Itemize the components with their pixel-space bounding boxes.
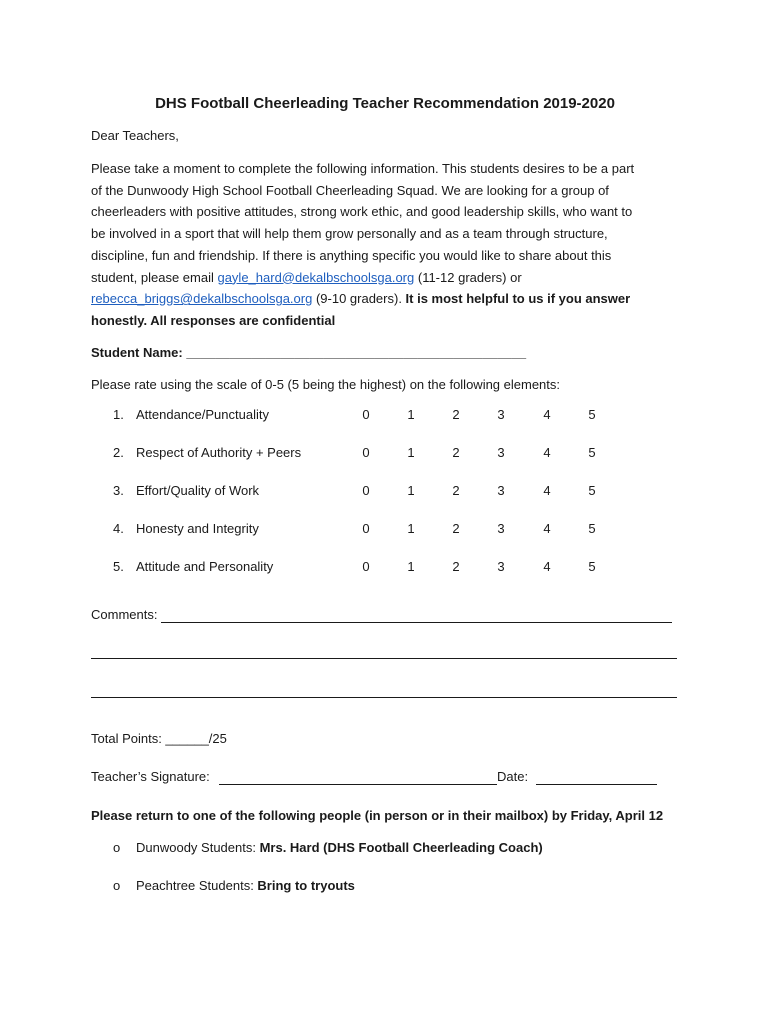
criterion-label: Attendance/Punctuality: [136, 407, 269, 422]
rating-option[interactable]: 1: [407, 407, 415, 422]
rating-option[interactable]: 5: [588, 445, 596, 460]
form-title: DHS Football Cheerleading Teacher Recommendation 2019-2020: [155, 95, 615, 112]
emphasis-text: honestly. All responses are confidential: [91, 312, 336, 328]
rating-option[interactable]: 2: [452, 407, 460, 422]
criterion-label: Effort/Quality of Work: [136, 483, 260, 498]
return-option-dunwoody: [136, 840, 543, 855]
intro-line: discipline, fun and friendship. If there is anything specific you would like to share about this: [91, 247, 612, 263]
rating-row: [0, 445, 770, 463]
rating-option[interactable]: 3: [497, 559, 505, 574]
rating-option[interactable]: 2: [452, 483, 460, 498]
rating-option[interactable]: 0: [362, 483, 370, 498]
intro-line: be involved in a sport that will help them grow personally and as a team through structure,: [91, 226, 608, 242]
bullet-icon: o: [113, 878, 121, 893]
rating-option[interactable]: 1: [407, 559, 415, 574]
signature-label: Teacher’s Signature:: [91, 769, 210, 784]
rating-option[interactable]: 4: [543, 521, 551, 536]
criterion-number: 4.: [113, 521, 124, 536]
comments-line[interactable]: [161, 622, 672, 623]
rating-option[interactable]: 3: [497, 445, 505, 460]
rating-option[interactable]: 4: [543, 483, 551, 498]
criterion-number: 1.: [113, 407, 124, 422]
rating-option[interactable]: 0: [362, 445, 370, 460]
return-option-peachtree: [136, 878, 355, 893]
email-link-rebecca-briggs[interactable]: rebecca_briggs@dekalbschoolsga.org: [91, 291, 313, 307]
intro-line: [91, 267, 691, 289]
criterion-label: Respect of Authority + Peers: [136, 445, 302, 460]
rating-option[interactable]: 3: [497, 407, 505, 422]
rating-option[interactable]: 5: [588, 521, 596, 536]
email-link-gayle-hard[interactable]: gayle_hard@dekalbschoolsga.org: [217, 269, 415, 285]
return-instruction: Please return to one of the following people (in person or in their mailbox) by Friday, April 12: [91, 808, 664, 823]
intro-line: of the Dunwoody High School Football Cheerleading Squad. We are looking for a group of: [91, 182, 609, 198]
criterion-label: Honesty and Integrity: [136, 521, 259, 536]
return-option-contact: Mrs. Hard (DHS Football Cheerleading Coach): [259, 840, 543, 855]
date-line[interactable]: [536, 784, 657, 785]
return-option-contact: Bring to tryouts: [257, 878, 355, 893]
rating-option[interactable]: 3: [497, 521, 505, 536]
intro-line: [91, 288, 691, 310]
rating-option[interactable]: 1: [407, 483, 415, 498]
rating-option[interactable]: 0: [362, 407, 370, 422]
bullet-icon: o: [113, 840, 121, 855]
rating-option[interactable]: 0: [362, 521, 370, 536]
rating-option[interactable]: 1: [407, 445, 415, 460]
criterion-number: 2.: [113, 445, 124, 460]
scale-instruction: Please rate using the scale of 0-5 (5 being the highest) on the following elements:: [91, 377, 561, 392]
comments-line[interactable]: [91, 658, 677, 659]
intro-text: (11-12 graders) or: [414, 269, 522, 285]
signature-line[interactable]: [219, 784, 497, 785]
rating-option[interactable]: 4: [543, 445, 551, 460]
greeting: Dear Teachers,: [91, 128, 179, 143]
rating-option[interactable]: 2: [452, 559, 460, 574]
intro-paragraph: [91, 158, 691, 332]
intro-text: student, please email: [91, 269, 218, 285]
intro-line: cheerleaders with positive attitudes, strong work ethic, and good leadership skills, who want to: [91, 204, 633, 220]
student-name-field[interactable]: Student Name: _______________________________________________: [91, 345, 527, 360]
rating-row: [0, 521, 770, 539]
rating-row: [0, 483, 770, 501]
rating-option[interactable]: 5: [588, 407, 596, 422]
return-option-label: Dunwoody Students:: [136, 840, 260, 855]
date-label: Date:: [497, 769, 529, 784]
rating-option[interactable]: 4: [543, 559, 551, 574]
rating-option[interactable]: 2: [452, 445, 460, 460]
rating-option[interactable]: 1: [407, 521, 415, 536]
criterion-number: 3.: [113, 483, 124, 498]
total-points-field[interactable]: Total Points: ______/25: [91, 731, 227, 746]
rating-option[interactable]: 4: [543, 407, 551, 422]
criterion-label: Attitude and Personality: [136, 559, 274, 574]
rating-option[interactable]: 0: [362, 559, 370, 574]
rating-option[interactable]: 2: [452, 521, 460, 536]
emphasis-text: It is most helpful to us if you answer: [405, 291, 631, 307]
rating-option[interactable]: 5: [588, 559, 596, 574]
rating-row: [0, 559, 770, 577]
rating-option[interactable]: 5: [588, 483, 596, 498]
intro-text: (9-10 graders).: [312, 291, 406, 307]
rating-row: [0, 407, 770, 425]
return-option-label: Peachtree Students:: [136, 878, 258, 893]
intro-line: Please take a moment to complete the following information. This students desires to be a part: [91, 161, 635, 176]
comments-label: Comments:: [91, 607, 158, 622]
comments-line[interactable]: [91, 697, 677, 698]
criterion-number: 5.: [113, 559, 124, 574]
rating-option[interactable]: 3: [497, 483, 505, 498]
